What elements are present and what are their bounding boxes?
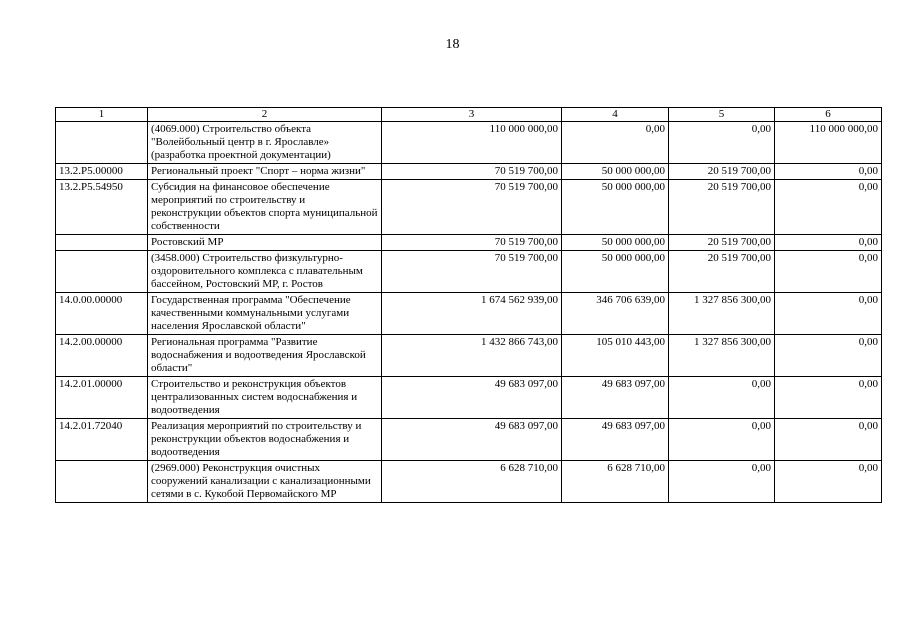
- row-col5: 0,00: [669, 461, 775, 503]
- header-col-1: 1: [56, 108, 148, 122]
- row-col5: 20 519 700,00: [669, 164, 775, 180]
- row-name: Строительство и реконструкция объектов централизованных систем водоснабжения и водоотведения: [148, 377, 382, 419]
- row-name: (2969.000) Реконструкция очистных сооружений канализации с канализационными сетями в с. Кукобой Первомайского МР: [148, 461, 382, 503]
- row-code: 14.2.01.00000: [56, 377, 148, 419]
- row-col3: 1 674 562 939,00: [382, 293, 562, 335]
- table-body: [56, 122, 882, 503]
- table-row: [56, 235, 882, 251]
- row-col6: 110 000 000,00: [775, 122, 882, 164]
- table-row: [56, 180, 882, 235]
- row-col6: 0,00: [775, 293, 882, 335]
- row-name: Реализация мероприятий по строительству и реконструкции объектов водоснабжения и водоотведения: [148, 419, 382, 461]
- row-code: [56, 122, 148, 164]
- header-row: [56, 108, 882, 122]
- table-row: [56, 293, 882, 335]
- row-code: [56, 251, 148, 293]
- row-col3: 70 519 700,00: [382, 235, 562, 251]
- row-code: 14.2.00.00000: [56, 335, 148, 377]
- row-col3: 110 000 000,00: [382, 122, 562, 164]
- table-row: [56, 335, 882, 377]
- row-col4: 346 706 639,00: [562, 293, 669, 335]
- row-col3: 1 432 866 743,00: [382, 335, 562, 377]
- row-col6: 0,00: [775, 419, 882, 461]
- row-code: 13.2.P5.54950: [56, 180, 148, 235]
- table-row: [56, 419, 882, 461]
- row-col5: 0,00: [669, 122, 775, 164]
- row-code: 14.0.00.00000: [56, 293, 148, 335]
- header-col-2: 2: [148, 108, 382, 122]
- row-name: (4069.000) Строительство объекта "Волейбольный центр в г. Ярославле» (разработка проектной документации): [148, 122, 382, 164]
- row-code: 13.2.P5.00000: [56, 164, 148, 180]
- row-code: [56, 461, 148, 503]
- row-name: Региональный проект "Спорт – норма жизни": [148, 164, 382, 180]
- table-row: [56, 122, 882, 164]
- row-col5: 0,00: [669, 419, 775, 461]
- page-number: 18: [445, 37, 460, 52]
- row-name: (3458.000) Строительство физкультурно-оздоровительного комплекса с плавательным бассейном, Ростовский МР, г. Ростов: [148, 251, 382, 293]
- row-col6: 0,00: [775, 377, 882, 419]
- row-col5: 1 327 856 300,00: [669, 335, 775, 377]
- budget-table: [55, 107, 882, 503]
- row-name: Субсидия на финансовое обеспечение мероприятий по строительству и реконструкции объектов спорта муниципальной собственности: [148, 180, 382, 235]
- row-col4: 6 628 710,00: [562, 461, 669, 503]
- row-col3: 49 683 097,00: [382, 377, 562, 419]
- row-col4: 0,00: [562, 122, 669, 164]
- row-name: Региональная программа "Развитие водоснабжения и водоотведения Ярославской области": [148, 335, 382, 377]
- header-col-5: 5: [669, 108, 775, 122]
- table-header: [56, 108, 882, 122]
- row-col3: 70 519 700,00: [382, 251, 562, 293]
- row-col4: 50 000 000,00: [562, 251, 669, 293]
- row-col5: 0,00: [669, 377, 775, 419]
- row-col6: 0,00: [775, 164, 882, 180]
- row-col6: 0,00: [775, 180, 882, 235]
- row-code: [56, 235, 148, 251]
- row-name: Ростовский МР: [148, 235, 382, 251]
- row-col6: 0,00: [775, 235, 882, 251]
- row-col6: 0,00: [775, 335, 882, 377]
- row-col3: 70 519 700,00: [382, 180, 562, 235]
- row-col5: 1 327 856 300,00: [669, 293, 775, 335]
- row-col6: 0,00: [775, 461, 882, 503]
- row-name: Государственная программа "Обеспечение качественными коммунальными услугами населения Ярославской области": [148, 293, 382, 335]
- table-row: [56, 251, 882, 293]
- row-col3: 70 519 700,00: [382, 164, 562, 180]
- row-col4: 50 000 000,00: [562, 180, 669, 235]
- row-col3: 49 683 097,00: [382, 419, 562, 461]
- row-code: 14.2.01.72040: [56, 419, 148, 461]
- row-col5: 20 519 700,00: [669, 251, 775, 293]
- row-col6: 0,00: [775, 251, 882, 293]
- table-row: [56, 164, 882, 180]
- row-col4: 50 000 000,00: [562, 235, 669, 251]
- row-col5: 20 519 700,00: [669, 180, 775, 235]
- row-col4: 49 683 097,00: [562, 377, 669, 419]
- row-col5: 20 519 700,00: [669, 235, 775, 251]
- header-col-3: 3: [382, 108, 562, 122]
- row-col3: 6 628 710,00: [382, 461, 562, 503]
- table-row: [56, 377, 882, 419]
- row-col4: 49 683 097,00: [562, 419, 669, 461]
- header-col-6: 6: [775, 108, 882, 122]
- header-col-4: 4: [562, 108, 669, 122]
- row-col4: 105 010 443,00: [562, 335, 669, 377]
- row-col4: 50 000 000,00: [562, 164, 669, 180]
- table-row: [56, 461, 882, 503]
